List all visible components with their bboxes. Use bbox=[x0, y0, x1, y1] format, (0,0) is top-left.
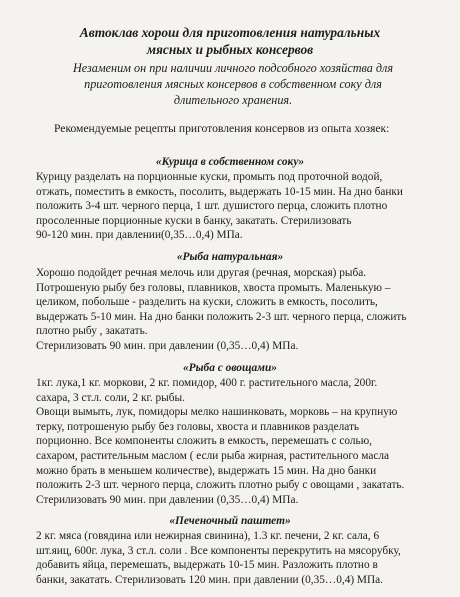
recipe-title-natural-fish: «Рыба натуральная» bbox=[176, 251, 284, 263]
recipe-line: плотно рыбу , закатать. bbox=[36, 325, 148, 338]
recipe-line: сахара, 3 ст.л. соли, 2 кг. рыбы. bbox=[36, 391, 185, 404]
recipe-line: отжать, поместить в емкость, посолить, выдержать 10-15 мин. На дно банки bbox=[36, 185, 403, 198]
title-line-2: мясных и рыбных консервов bbox=[146, 42, 314, 57]
recipe-line: Стерилизовать 90 мин. при давлении (0,35…0,4) МПа. bbox=[36, 493, 299, 506]
recipe-line: терку, потрошеную рыбу без головы, хвоста и плавников разделать bbox=[36, 420, 360, 433]
recipe-line: шт.яиц, 600г. лука, 3 ст.л. соли . Все компоненты перекрутить на мясорубку, bbox=[36, 544, 401, 557]
recipe-title-fish-vegetables: «Рыба с овощами» bbox=[182, 362, 278, 374]
recipe-line: Потрошеную рыбу без головы, плавников, хвоста промыть. Маленькую – bbox=[36, 281, 391, 294]
subtitle-line-3: длительного хранения. bbox=[173, 93, 293, 107]
recipe-line: добавить яйца, перемешать, выдержать 10-15 мин. Разложить плотно в bbox=[36, 559, 378, 572]
recipe-line: положить 3-4 шт. черного перца, 1 шт. душистого перца, сложить плотно bbox=[36, 200, 388, 213]
recipe-body-fish-vegetables bbox=[36, 376, 432, 507]
intro-text: Рекомендуемые рецепты приготовления консервов из опыта хозяек: bbox=[54, 122, 390, 135]
recipe-line: положить 2-3 шт. черного перца, сложить плотно рыбу с овощами , закатать. bbox=[36, 479, 405, 492]
recipe-body-chicken bbox=[36, 170, 432, 243]
recipe-line: 2 кг. мяса (говядина или нежирная свинина), 1.3 кг. печени, 2 кг. сала, 6 bbox=[36, 530, 380, 542]
recipe-line: Курицу разделать на порционные куски, промыть под проточной водой, bbox=[36, 171, 383, 183]
recipe-line: 90-120 мин. при давлении(0,35…0,4) МПа. bbox=[36, 229, 243, 242]
subtitle-line-1: Незаменим он при наличии личного подсобного хозяйства для bbox=[72, 61, 394, 75]
recipe-line: 1кг. лука,1 кг. моркови, 2 кг. помидор, 400 г. растительного масла, 200г. bbox=[36, 377, 378, 389]
title-line-1: Автоклав хорош для приготовления натуральных bbox=[79, 25, 381, 40]
recipe-line: порционно. Все компоненты сложить в емкость, перемешать с солью, bbox=[36, 435, 372, 448]
recipe-line: Хорошо подойдет речная мелочь или другая (речная, морская) рыба. bbox=[36, 267, 367, 279]
recipe-line: просоленные порционные куски в банку, закатать. Стерилизовать bbox=[36, 214, 352, 227]
recipe-line: Овощи вымыть, лук, помидоры мелко нашинковать, морковь – на крупную bbox=[36, 406, 398, 419]
recipe-line: выдержать 5-10 мин. На дно банки положить 2-3 шт. черного перца, сложить bbox=[36, 310, 407, 323]
recipe-body-natural-fish bbox=[36, 266, 432, 354]
recipe-line: целиком, побольше - разделить на куски, сложить в емкость, посолить, bbox=[36, 296, 378, 309]
recipe-title-liver-pate: «Печеночный паштет» bbox=[169, 515, 291, 527]
recipe-line: можно брать в меньшем количестве), выдержать 15 мин. На дно банки bbox=[36, 464, 377, 477]
recipe-body-liver-pate bbox=[36, 529, 432, 587]
recipe-line: сахаром, растительным маслом ( если рыба жирная, растительного масла bbox=[36, 449, 390, 462]
subtitle-line-2: приготовления мясных консервов в собственном соку для bbox=[84, 77, 382, 91]
recipe-line: Стерилизовать 90 мин. при давлении (0,35…0,4) МПа. bbox=[36, 339, 299, 352]
recipe-line: банки, закатать. Стерилизовать 120 мин. при давлении (0,35…0,4) МПа. bbox=[36, 573, 383, 586]
document-title bbox=[30, 24, 430, 58]
recipe-title-chicken: «Курица в собственном соку» bbox=[155, 156, 305, 168]
document-subtitle bbox=[46, 60, 420, 108]
